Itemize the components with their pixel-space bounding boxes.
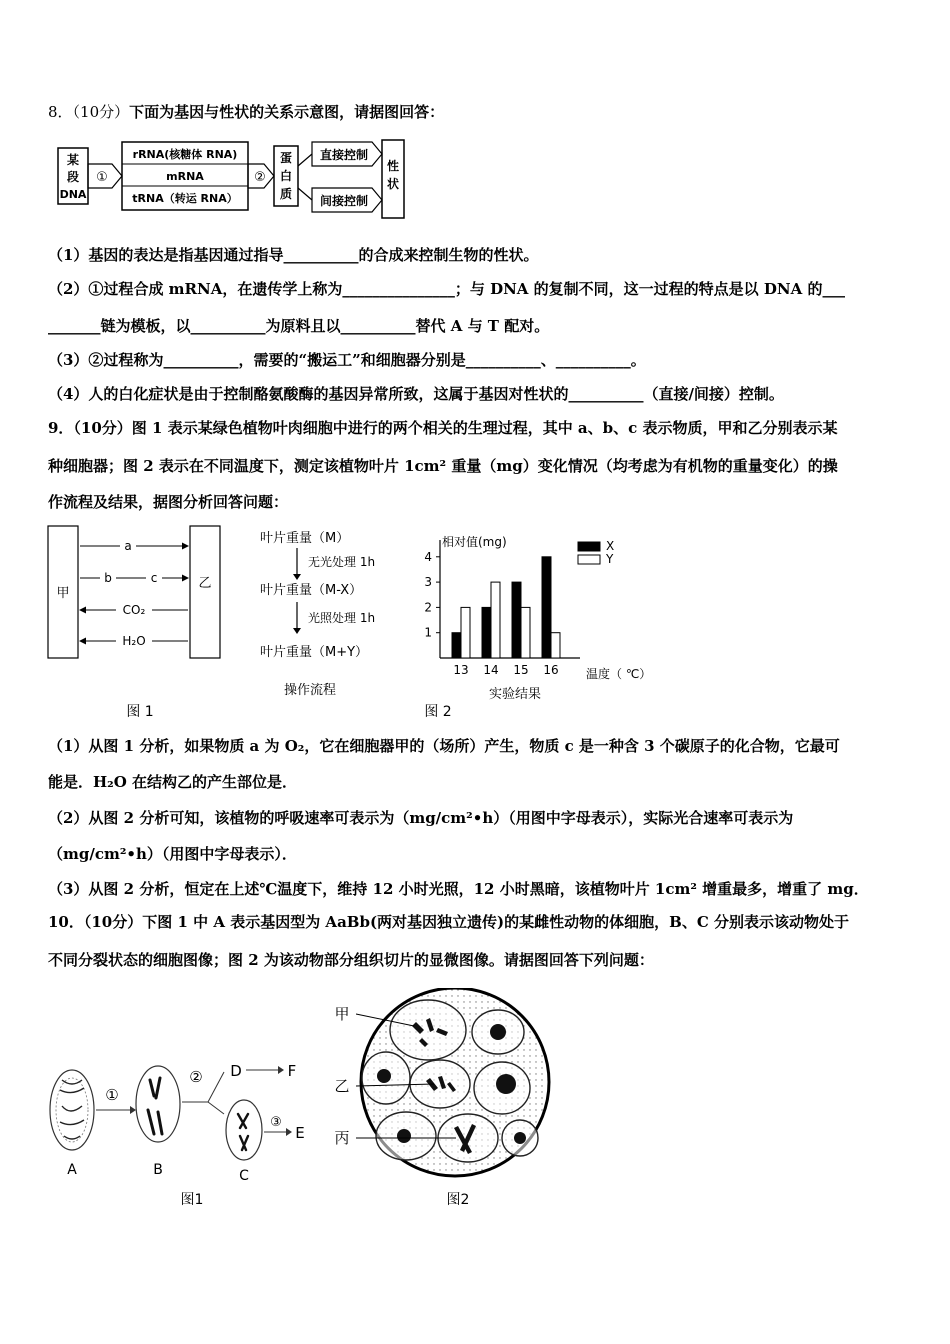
y-tick-label-3: 3 <box>424 575 432 590</box>
arrow-co2-label: CO₂ <box>122 603 146 617</box>
cell-c-label: C <box>239 1168 249 1184</box>
dna-box-text-1: 某 <box>66 153 80 167</box>
x-tick-label-15: 15 <box>513 663 529 677</box>
q9-figure-1 <box>44 520 224 725</box>
q9-fig2-caption: 图 2 <box>424 704 452 720</box>
output-d-label: D <box>230 1062 242 1080</box>
legend-swatch-Y <box>578 555 600 564</box>
indirect-control-label: 间接控制 <box>319 194 369 208</box>
bar-X-14 <box>482 607 491 658</box>
flow-step-2: 无光处理 1h <box>308 555 376 569</box>
trna-label: tRNA（转运 RNA） <box>132 192 238 205</box>
bar-Y-16 <box>551 633 560 658</box>
x-tick-label-14: 14 <box>483 663 499 677</box>
q8-stem: 下面为基因与性状的关系示意图，请据图回答： <box>129 103 445 121</box>
x-tick-label-16: 16 <box>543 663 559 677</box>
dna-box-text-2: 段 <box>66 170 80 184</box>
output-e-label: E <box>295 1124 305 1142</box>
organelle-yi: 乙 <box>198 576 212 591</box>
cell-a-label: A <box>67 1162 77 1178</box>
q8-line-2: （2）①过程合成 mRNA，在遗传学上称为_______________；与 DNA 的复制不同，这一过程的特点是以 DNA 的___ <box>48 280 845 298</box>
gene-trait-diagram <box>50 136 410 222</box>
q9-line-2: 种细胞器；图 2 表示在不同温度下，测定该植物叶片 1cm² 重量（mg）变化情况（均考虑为有机物的重量变化）的操 <box>48 457 838 475</box>
q10-figure-1 <box>44 1040 334 1215</box>
legend-label-X: X <box>606 539 615 553</box>
q10-line-1: 10．（10分）下图 1 中 A 表示基因型为 AaBb(两对基因独立遗传)的某雌性动物的体细胞，B、C 分别表示该动物处于 <box>48 913 849 931</box>
q8-line-1: （1）基因的表达是指基因通过指导__________的合成来控制生物的性状。 <box>48 246 539 264</box>
legend-swatch-X <box>578 542 600 551</box>
protein-text-3: 质 <box>279 187 293 201</box>
flow-caption: 操作流程 <box>283 683 337 698</box>
q10-step-1: ① <box>105 1086 119 1104</box>
flow-step-5: 叶片重量（M+Y） <box>260 645 369 660</box>
q9-bar-chart <box>410 522 660 722</box>
flow-step-1: 叶片重量（M） <box>260 531 350 546</box>
trait-text-2: 状 <box>386 177 400 191</box>
step1-label: ① <box>96 170 108 185</box>
arrow-b-label: b <box>104 571 112 585</box>
rrna-label: rRNA(核糖体 RNA) <box>132 148 238 161</box>
bar-Y-13 <box>461 607 470 658</box>
q10-fig2-caption: 图2 <box>446 1192 470 1208</box>
dna-box-text-3: DNA <box>59 188 87 201</box>
q10-line-2: 不同分裂状态的细胞图像；图 2 为该动物部分组织切片的显微图像。请据图回答下列问题： <box>48 951 654 969</box>
bar-X-13 <box>452 633 461 658</box>
q9-question-1a: （1）从图 1 分析，如果物质 a 为 O₂，它在细胞器甲的（场所）产生，物质 c 是一种含 3 个碳原子的化合物，它最可 <box>48 737 840 755</box>
q8-line-4: （3）②过程称为__________，需要的“搬运工”和细胞器分别是__________、__________。 <box>48 351 646 369</box>
q10-step-3: ③ <box>270 1115 282 1130</box>
arrow-c-label: c <box>150 571 158 585</box>
q10-fig1-caption: 图1 <box>180 1192 204 1208</box>
y-tick-label-4: 4 <box>424 549 432 564</box>
chart-caption: 实验结果 <box>488 687 542 702</box>
q9-fig1-caption: 图 1 <box>126 704 154 720</box>
q9-question-1b: 能是．H₂O 在结构乙的产生部位是． <box>48 773 298 791</box>
bar-Y-15 <box>521 607 530 658</box>
cell-b-label: B <box>153 1162 163 1178</box>
q9-line-3: 作流程及结果，据图分析回答问题： <box>48 493 289 511</box>
output-f-label: F <box>287 1062 297 1080</box>
bar-X-15 <box>512 582 521 658</box>
bar-Y-14 <box>491 582 500 658</box>
arrow-h2o-label: H₂O <box>122 634 146 648</box>
flow-step-3: 叶片重量（M-X） <box>260 583 363 598</box>
legend-label-Y: Y <box>606 552 614 566</box>
trait-text-1: 性 <box>386 159 400 173</box>
q8-line-5: （4）人的白化症状是由于控制酪氨酸酶的基因异常所致，这属于基因对性状的__________（直接/间接）控制。 <box>48 385 784 403</box>
q10-figure-2 <box>330 988 560 1218</box>
direct-control-label: 直接控制 <box>319 148 369 162</box>
label-jia: 甲 <box>334 1005 350 1023</box>
arrow-a-label: a <box>124 539 132 553</box>
y-axis-label: 相对值(mg) <box>442 535 507 549</box>
q9-question-3: （3）从图 2 分析，恒定在上述℃温度下，维持 12 小时光照，12 小时黑暗，该植物叶片 1cm² 增重最多，增重了 mg． <box>48 880 869 898</box>
q9-flow-diagram <box>252 524 402 702</box>
q9-question-2b: （mg/cm²•h）（用图中字母表示）． <box>48 845 297 863</box>
q8-line-3: _______链为模板，以__________为原料且以__________替代 A 与 T 配对。 <box>48 317 550 335</box>
bar-X-16 <box>542 557 551 658</box>
step2-label: ② <box>254 170 266 185</box>
label-yi: 乙 <box>334 1077 350 1095</box>
q9-line-1: 9．（10分）图 1 表示某绿色植物叶肉细胞中进行的两个相关的生理过程，其中 a、b、c 表示物质，甲和乙分别表示某 <box>48 419 838 437</box>
q9-question-2a: （2）从图 2 分析可知，该植物的呼吸速率可表示为（mg/cm²•h）（用图中字母表示），实际光合速率可表示为 <box>48 809 794 827</box>
protein-text-2: 白 <box>279 169 293 183</box>
x-axis-label: 温度（ ℃） <box>586 667 652 681</box>
x-tick-label-13: 13 <box>453 663 469 677</box>
organelle-jia: 甲 <box>56 586 70 601</box>
q8-number: 8．（10分） <box>48 103 130 121</box>
label-bing: 丙 <box>334 1129 350 1147</box>
mrna-label: mRNA <box>166 170 204 183</box>
y-tick-label-2: 2 <box>424 600 432 615</box>
q8-heading <box>48 102 444 122</box>
flow-step-4: 光照处理 1h <box>308 611 376 625</box>
y-tick-label-1: 1 <box>424 625 432 640</box>
q10-step-2: ② <box>189 1068 203 1086</box>
protein-text-1: 蛋 <box>279 151 293 165</box>
